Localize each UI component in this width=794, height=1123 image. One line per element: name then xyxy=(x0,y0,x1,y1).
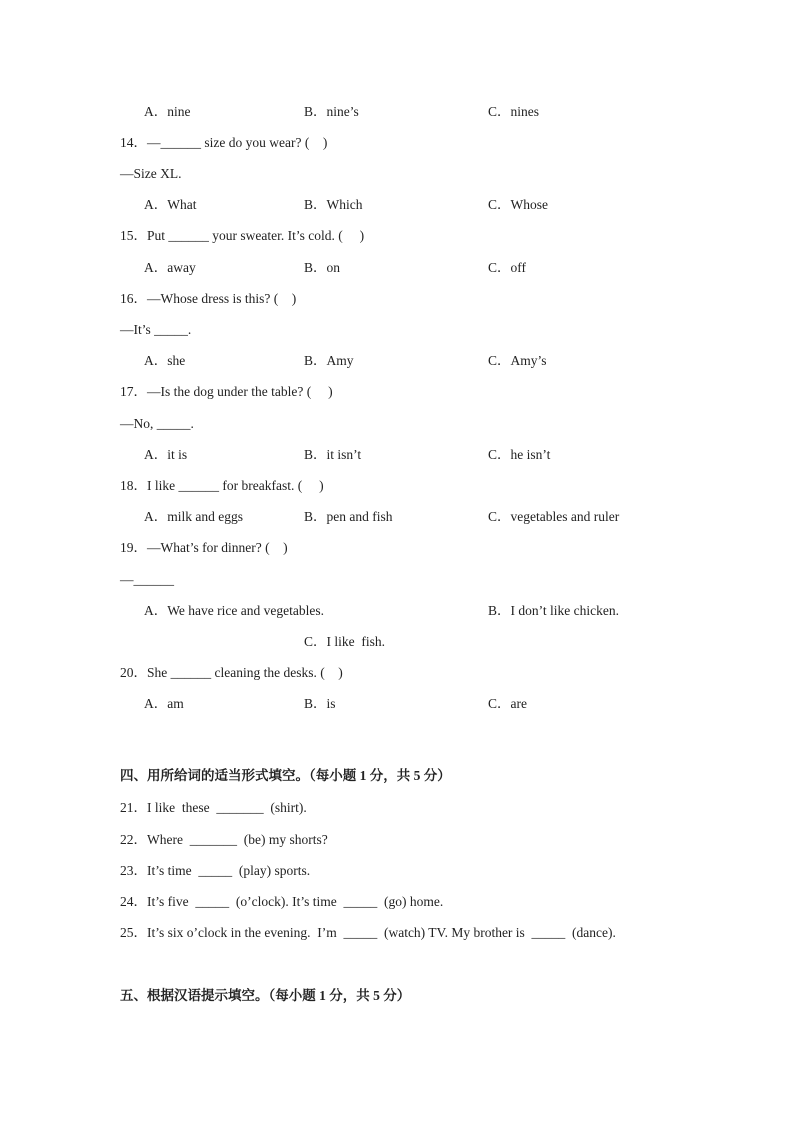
q18-option-b: B．pen and fish xyxy=(304,509,393,524)
q14-option-b: B．Which xyxy=(304,197,363,212)
q16-stem: 16．—Whose dress is this? ( ) xyxy=(120,291,297,306)
q18-option-a: A．milk and eggs xyxy=(144,509,243,524)
q19-option-c: C．I like fish. xyxy=(304,634,385,649)
q20-option-a: A．am xyxy=(144,696,184,711)
section-4-title: 四、用所给词的适当形式填空。（每小题 1 分，共 5 分） xyxy=(120,768,451,783)
q18-option-c: C．vegetables and ruler xyxy=(488,509,620,524)
q16-option-c: C．Amy’s xyxy=(488,353,547,368)
q15-option-a: A．away xyxy=(144,260,196,275)
q14-stem: 14．—______ size do you wear? ( ) xyxy=(120,135,328,150)
q15-option-c: C．off xyxy=(488,260,527,275)
q14-option-a: A．What xyxy=(144,197,197,212)
q17-option-a: A．it is xyxy=(144,447,188,462)
q19-option-a: A．We have rice and vegetables. xyxy=(144,603,324,618)
q17-option-c: C．he isn’t xyxy=(488,447,551,462)
q20-option-c: C．are xyxy=(488,696,527,711)
q13-option-b: B．nine’s xyxy=(304,104,359,119)
q17-stem: 17．—Is the dog under the table? ( ) xyxy=(120,384,333,399)
q13-option-a: A．nine xyxy=(144,104,191,119)
q23-item: 23．It’s time _____ (play) sports. xyxy=(120,863,311,878)
q19-option-b: B．I don’t like chicken. xyxy=(488,603,619,618)
q24-item: 24．It’s five _____ (o’clock). It’s time _____ (go) home. xyxy=(120,894,444,909)
q19-reply: —______ xyxy=(120,572,174,587)
q17-reply: —No, _____. xyxy=(120,416,194,431)
q19-stem: 19．—What’s for dinner? ( ) xyxy=(120,540,288,555)
q13-option-c: C．nines xyxy=(488,104,540,119)
q20-option-b: B．is xyxy=(304,696,336,711)
q20-stem: 20．She ______ cleaning the desks. ( ) xyxy=(120,665,343,680)
q22-item: 22．Where _______ (be) my shorts? xyxy=(120,832,328,847)
q21-item: 21．I like these _______ (shirt). xyxy=(120,800,307,815)
q15-stem: 15．Put ______ your sweater. It’s cold. ( ) xyxy=(120,228,365,243)
q16-option-b: B．Amy xyxy=(304,353,354,368)
q16-option-a: A．she xyxy=(144,353,186,368)
q16-reply: —It’s _____. xyxy=(120,322,192,337)
q14-reply: —Size XL. xyxy=(120,166,182,181)
q25-item: 25．It’s six o’clock in the evening. I’m _____ (watch) TV. My brother is _____ (dance). xyxy=(120,925,616,940)
q17-option-b: B．it isn’t xyxy=(304,447,362,462)
q14-option-c: C．Whose xyxy=(488,197,548,212)
section-5-title: 五、根据汉语提示填空。（每小题 1 分，共 5 分） xyxy=(120,988,411,1003)
q18-stem: 18．I like ______ for breakfast. ( ) xyxy=(120,478,324,493)
q15-option-b: B．on xyxy=(304,260,341,275)
